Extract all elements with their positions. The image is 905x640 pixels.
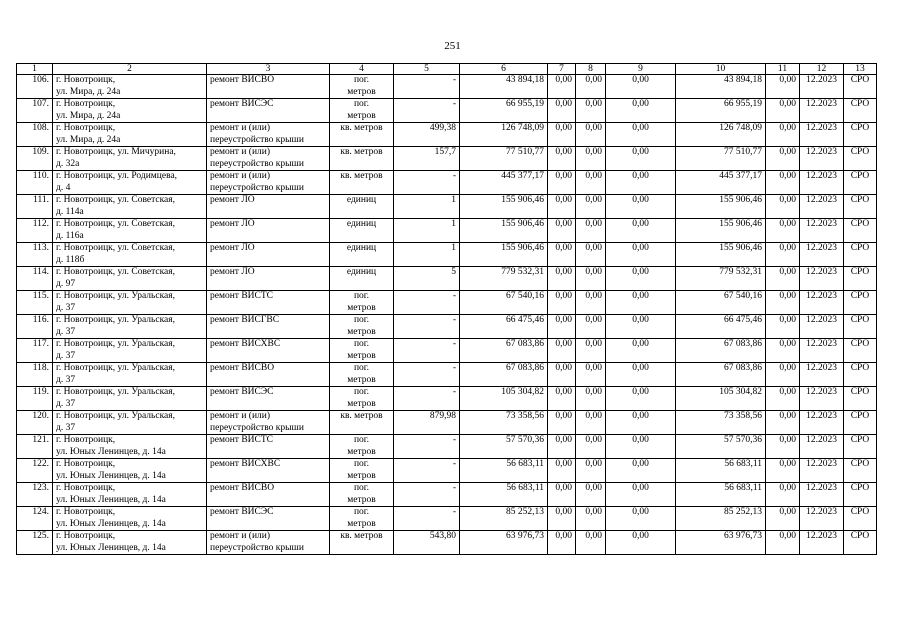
col8-cell: 0,00 — [576, 411, 606, 435]
unit-cell: пог. метров — [330, 387, 394, 411]
row-number: 112. — [17, 219, 53, 243]
address-cell: г. Новотроицк, ул. Юных Ленинцев, д. 14а — [53, 459, 207, 483]
address-cell: г. Новотроицк, ул. Уральская, д. 37 — [53, 363, 207, 387]
quantity-cell: - — [394, 435, 460, 459]
total-cost-cell: 67 540,16 — [460, 291, 548, 315]
row-number: 119. — [17, 387, 53, 411]
col10-cell: 105 304,82 — [676, 387, 766, 411]
col7-cell: 0,00 — [548, 459, 576, 483]
col7-cell: 0,00 — [548, 363, 576, 387]
col8-cell: 0,00 — [576, 267, 606, 291]
col9-cell: 0,00 — [606, 387, 676, 411]
quantity-cell: - — [394, 459, 460, 483]
col11-cell: 0,00 — [766, 219, 800, 243]
quantity-cell: 543,80 — [394, 531, 460, 555]
col11-cell: 0,00 — [766, 171, 800, 195]
quantity-cell: - — [394, 507, 460, 531]
total-cost-cell: 73 358,56 — [460, 411, 548, 435]
quantity-cell: 879,98 — [394, 411, 460, 435]
table-row — [17, 531, 877, 555]
col8-cell: 0,00 — [576, 387, 606, 411]
col9-cell: 0,00 — [606, 459, 676, 483]
col10-cell: 67 083,86 — [676, 339, 766, 363]
col7-cell: 0,00 — [548, 531, 576, 555]
col9-cell: 0,00 — [606, 123, 676, 147]
col9-cell: 0,00 — [606, 243, 676, 267]
column-header-7: 7 — [548, 64, 576, 75]
unit-cell: пог. метров — [330, 99, 394, 123]
col9-cell: 0,00 — [606, 291, 676, 315]
total-cost-cell: 155 906,46 — [460, 243, 548, 267]
work-type-cell: ремонт и (или) переустройство крыши — [207, 123, 330, 147]
method-cell: СРО — [844, 459, 877, 483]
deadline-cell: 12.2023 — [800, 411, 844, 435]
unit-cell: пог. метров — [330, 363, 394, 387]
work-type-cell: ремонт ВИСХВС — [207, 459, 330, 483]
row-number: 116. — [17, 315, 53, 339]
work-type-cell: ремонт ВИСЭС — [207, 507, 330, 531]
column-header-11: 11 — [766, 64, 800, 75]
table-row — [17, 315, 877, 339]
quantity-cell: - — [394, 291, 460, 315]
deadline-cell: 12.2023 — [800, 243, 844, 267]
col10-cell: 63 976,73 — [676, 531, 766, 555]
total-cost-cell: 445 377,17 — [460, 171, 548, 195]
col8-cell: 0,00 — [576, 339, 606, 363]
col8-cell: 0,00 — [576, 219, 606, 243]
col8-cell: 0,00 — [576, 483, 606, 507]
col8-cell: 0,00 — [576, 315, 606, 339]
address-cell: г. Новотроицк, ул. Уральская, д. 37 — [53, 387, 207, 411]
col11-cell: 0,00 — [766, 315, 800, 339]
col10-cell: 126 748,09 — [676, 123, 766, 147]
row-number: 124. — [17, 507, 53, 531]
quantity-cell: - — [394, 99, 460, 123]
col8-cell: 0,00 — [576, 435, 606, 459]
quantity-cell: - — [394, 171, 460, 195]
col10-cell: 67 540,16 — [676, 291, 766, 315]
deadline-cell: 12.2023 — [800, 363, 844, 387]
col10-cell: 155 906,46 — [676, 195, 766, 219]
row-number: 109. — [17, 147, 53, 171]
col8-cell: 0,00 — [576, 459, 606, 483]
method-cell: СРО — [844, 483, 877, 507]
repair-plan-table — [16, 63, 877, 555]
deadline-cell: 12.2023 — [800, 219, 844, 243]
column-header-5: 5 — [394, 64, 460, 75]
deadline-cell: 12.2023 — [800, 291, 844, 315]
unit-cell: пог. метров — [330, 315, 394, 339]
address-cell: г. Новотроицк, ул. Юных Ленинцев, д. 14а — [53, 531, 207, 555]
method-cell: СРО — [844, 435, 877, 459]
deadline-cell: 12.2023 — [800, 531, 844, 555]
address-cell: г. Новотроицк, ул. Советская, д. 114а — [53, 195, 207, 219]
column-number-row — [17, 64, 877, 75]
method-cell: СРО — [844, 147, 877, 171]
work-type-cell: ремонт ВИСВО — [207, 363, 330, 387]
col11-cell: 0,00 — [766, 531, 800, 555]
col8-cell: 0,00 — [576, 171, 606, 195]
col11-cell: 0,00 — [766, 411, 800, 435]
deadline-cell: 12.2023 — [800, 339, 844, 363]
unit-cell: пог. метров — [330, 75, 394, 99]
row-number: 117. — [17, 339, 53, 363]
address-cell: г. Новотроицк, ул. Уральская, д. 37 — [53, 315, 207, 339]
row-number: 108. — [17, 123, 53, 147]
work-type-cell: ремонт ВИСЭС — [207, 99, 330, 123]
quantity-cell: - — [394, 483, 460, 507]
address-cell: г. Новотроицк, ул. Уральская, д. 37 — [53, 411, 207, 435]
col7-cell: 0,00 — [548, 195, 576, 219]
total-cost-cell: 779 532,31 — [460, 267, 548, 291]
column-header-12: 12 — [800, 64, 844, 75]
table-row — [17, 459, 877, 483]
col9-cell: 0,00 — [606, 507, 676, 531]
col7-cell: 0,00 — [548, 147, 576, 171]
table-row — [17, 171, 877, 195]
address-cell: г. Новотроицк, ул. Юных Ленинцев, д. 14а — [53, 483, 207, 507]
method-cell: СРО — [844, 219, 877, 243]
unit-cell: кв. метров — [330, 531, 394, 555]
total-cost-cell: 155 906,46 — [460, 219, 548, 243]
address-cell: г. Новотроицк, ул. Юных Ленинцев, д. 14а — [53, 435, 207, 459]
table-row — [17, 411, 877, 435]
table-row — [17, 75, 877, 99]
unit-cell: единиц — [330, 219, 394, 243]
col10-cell: 66 475,46 — [676, 315, 766, 339]
deadline-cell: 12.2023 — [800, 435, 844, 459]
col11-cell: 0,00 — [766, 435, 800, 459]
table-row — [17, 291, 877, 315]
quantity-cell: - — [394, 363, 460, 387]
address-cell: г. Новотроицк, ул. Уральская, д. 37 — [53, 339, 207, 363]
col9-cell: 0,00 — [606, 267, 676, 291]
work-type-cell: ремонт ВИСВО — [207, 75, 330, 99]
work-type-cell: ремонт ЛО — [207, 195, 330, 219]
deadline-cell: 12.2023 — [800, 267, 844, 291]
col9-cell: 0,00 — [606, 531, 676, 555]
unit-cell: пог. метров — [330, 483, 394, 507]
col8-cell: 0,00 — [576, 123, 606, 147]
quantity-cell: - — [394, 75, 460, 99]
col8-cell: 0,00 — [576, 531, 606, 555]
deadline-cell: 12.2023 — [800, 195, 844, 219]
address-cell: г. Новотроицк, ул. Советская, д. 97 — [53, 267, 207, 291]
col10-cell: 56 683,11 — [676, 483, 766, 507]
total-cost-cell: 67 083,86 — [460, 363, 548, 387]
work-type-cell: ремонт и (или) переустройство крыши — [207, 531, 330, 555]
table-row — [17, 339, 877, 363]
row-number: 120. — [17, 411, 53, 435]
total-cost-cell: 66 955,19 — [460, 99, 548, 123]
col10-cell: 85 252,13 — [676, 507, 766, 531]
column-header-2: 2 — [53, 64, 207, 75]
col8-cell: 0,00 — [576, 291, 606, 315]
col11-cell: 0,00 — [766, 387, 800, 411]
col8-cell: 0,00 — [576, 507, 606, 531]
unit-cell: кв. метров — [330, 123, 394, 147]
deadline-cell: 12.2023 — [800, 315, 844, 339]
method-cell: СРО — [844, 171, 877, 195]
col9-cell: 0,00 — [606, 219, 676, 243]
deadline-cell: 12.2023 — [800, 171, 844, 195]
address-cell: г. Новотроицк, ул. Советская, д. 116а — [53, 219, 207, 243]
total-cost-cell: 57 570,36 — [460, 435, 548, 459]
total-cost-cell: 77 510,77 — [460, 147, 548, 171]
deadline-cell: 12.2023 — [800, 507, 844, 531]
column-header-10: 10 — [676, 64, 766, 75]
table-row — [17, 147, 877, 171]
method-cell: СРО — [844, 411, 877, 435]
method-cell: СРО — [844, 339, 877, 363]
work-type-cell: ремонт ЛО — [207, 267, 330, 291]
total-cost-cell: 126 748,09 — [460, 123, 548, 147]
row-number: 106. — [17, 75, 53, 99]
unit-cell: единиц — [330, 243, 394, 267]
col10-cell: 56 683,11 — [676, 459, 766, 483]
table-row — [17, 483, 877, 507]
work-type-cell: ремонт ВИСГВС — [207, 315, 330, 339]
col7-cell: 0,00 — [548, 339, 576, 363]
col10-cell: 66 955,19 — [676, 99, 766, 123]
row-number: 113. — [17, 243, 53, 267]
row-number: 118. — [17, 363, 53, 387]
quantity-cell: 5 — [394, 267, 460, 291]
col10-cell: 43 894,18 — [676, 75, 766, 99]
col11-cell: 0,00 — [766, 459, 800, 483]
col8-cell: 0,00 — [576, 99, 606, 123]
total-cost-cell: 67 083,86 — [460, 339, 548, 363]
unit-cell: кв. метров — [330, 411, 394, 435]
col11-cell: 0,00 — [766, 147, 800, 171]
col7-cell: 0,00 — [548, 435, 576, 459]
quantity-cell: 1 — [394, 219, 460, 243]
col7-cell: 0,00 — [548, 483, 576, 507]
work-type-cell: ремонт и (или) переустройство крыши — [207, 171, 330, 195]
col10-cell: 445 377,17 — [676, 171, 766, 195]
col7-cell: 0,00 — [548, 507, 576, 531]
col11-cell: 0,00 — [766, 75, 800, 99]
table-row — [17, 243, 877, 267]
total-cost-cell: 85 252,13 — [460, 507, 548, 531]
method-cell: СРО — [844, 195, 877, 219]
quantity-cell: - — [394, 387, 460, 411]
address-cell: г. Новотроицк, ул. Родимцева, д. 4 — [53, 171, 207, 195]
col8-cell: 0,00 — [576, 363, 606, 387]
row-number: 115. — [17, 291, 53, 315]
col9-cell: 0,00 — [606, 339, 676, 363]
total-cost-cell: 63 976,73 — [460, 531, 548, 555]
col9-cell: 0,00 — [606, 75, 676, 99]
quantity-cell: 1 — [394, 195, 460, 219]
col7-cell: 0,00 — [548, 243, 576, 267]
unit-cell: пог. метров — [330, 339, 394, 363]
row-number: 111. — [17, 195, 53, 219]
total-cost-cell: 155 906,46 — [460, 195, 548, 219]
address-cell: г. Новотроицк, ул. Мира, д. 24а — [53, 99, 207, 123]
total-cost-cell: 43 894,18 — [460, 75, 548, 99]
method-cell: СРО — [844, 315, 877, 339]
method-cell: СРО — [844, 243, 877, 267]
table-row — [17, 507, 877, 531]
column-header-8: 8 — [576, 64, 606, 75]
deadline-cell: 12.2023 — [800, 75, 844, 99]
table-row — [17, 435, 877, 459]
total-cost-cell: 56 683,11 — [460, 483, 548, 507]
method-cell: СРО — [844, 123, 877, 147]
unit-cell: пог. метров — [330, 435, 394, 459]
deadline-cell: 12.2023 — [800, 387, 844, 411]
col9-cell: 0,00 — [606, 435, 676, 459]
row-number: 123. — [17, 483, 53, 507]
col10-cell: 779 532,31 — [676, 267, 766, 291]
work-type-cell: ремонт ВИСЭС — [207, 387, 330, 411]
method-cell: СРО — [844, 75, 877, 99]
col11-cell: 0,00 — [766, 123, 800, 147]
address-cell: г. Новотроицк, ул. Советская, д. 118б — [53, 243, 207, 267]
col9-cell: 0,00 — [606, 99, 676, 123]
total-cost-cell: 105 304,82 — [460, 387, 548, 411]
col7-cell: 0,00 — [548, 411, 576, 435]
col11-cell: 0,00 — [766, 339, 800, 363]
row-number: 121. — [17, 435, 53, 459]
total-cost-cell: 66 475,46 — [460, 315, 548, 339]
table-row — [17, 219, 877, 243]
work-type-cell: ремонт ВИСТС — [207, 435, 330, 459]
page-number: 251 — [444, 40, 461, 52]
col11-cell: 0,00 — [766, 291, 800, 315]
quantity-cell: 499,38 — [394, 123, 460, 147]
col7-cell: 0,00 — [548, 219, 576, 243]
address-cell: г. Новотроицк, ул. Мира, д. 24а — [53, 75, 207, 99]
row-number: 122. — [17, 459, 53, 483]
table-row — [17, 267, 877, 291]
quantity-cell: 1 — [394, 243, 460, 267]
row-number: 110. — [17, 171, 53, 195]
method-cell: СРО — [844, 267, 877, 291]
column-header-3: 3 — [207, 64, 330, 75]
col10-cell: 155 906,46 — [676, 243, 766, 267]
col7-cell: 0,00 — [548, 99, 576, 123]
unit-cell: кв. метров — [330, 171, 394, 195]
column-header-4: 4 — [330, 64, 394, 75]
quantity-cell: - — [394, 315, 460, 339]
method-cell: СРО — [844, 507, 877, 531]
col9-cell: 0,00 — [606, 171, 676, 195]
deadline-cell: 12.2023 — [800, 123, 844, 147]
col9-cell: 0,00 — [606, 315, 676, 339]
row-number: 114. — [17, 267, 53, 291]
address-cell: г. Новотроицк, ул. Мира, д. 24а — [53, 123, 207, 147]
method-cell: СРО — [844, 387, 877, 411]
col10-cell: 73 358,56 — [676, 411, 766, 435]
work-type-cell: ремонт ЛО — [207, 219, 330, 243]
col8-cell: 0,00 — [576, 243, 606, 267]
column-header-13: 13 — [844, 64, 877, 75]
unit-cell: единиц — [330, 267, 394, 291]
work-type-cell: ремонт ЛО — [207, 243, 330, 267]
col11-cell: 0,00 — [766, 195, 800, 219]
col7-cell: 0,00 — [548, 315, 576, 339]
deadline-cell: 12.2023 — [800, 99, 844, 123]
col9-cell: 0,00 — [606, 411, 676, 435]
method-cell: СРО — [844, 99, 877, 123]
table-body — [17, 75, 877, 555]
col9-cell: 0,00 — [606, 147, 676, 171]
unit-cell: пог. метров — [330, 291, 394, 315]
work-type-cell: ремонт ВИСТС — [207, 291, 330, 315]
deadline-cell: 12.2023 — [800, 459, 844, 483]
method-cell: СРО — [844, 531, 877, 555]
total-cost-cell: 56 683,11 — [460, 459, 548, 483]
unit-cell: пог. метров — [330, 459, 394, 483]
column-header-6: 6 — [460, 64, 548, 75]
method-cell: СРО — [844, 291, 877, 315]
col8-cell: 0,00 — [576, 75, 606, 99]
quantity-cell: - — [394, 339, 460, 363]
row-number: 125. — [17, 531, 53, 555]
col10-cell: 155 906,46 — [676, 219, 766, 243]
col7-cell: 0,00 — [548, 75, 576, 99]
quantity-cell: 157,7 — [394, 147, 460, 171]
address-cell: г. Новотроицк, ул. Юных Ленинцев, д. 14а — [53, 507, 207, 531]
col11-cell: 0,00 — [766, 267, 800, 291]
col11-cell: 0,00 — [766, 243, 800, 267]
work-type-cell: ремонт и (или) переустройство крыши — [207, 147, 330, 171]
unit-cell: кв. метров — [330, 147, 394, 171]
col7-cell: 0,00 — [548, 171, 576, 195]
col11-cell: 0,00 — [766, 483, 800, 507]
col11-cell: 0,00 — [766, 507, 800, 531]
col9-cell: 0,00 — [606, 363, 676, 387]
table-row — [17, 195, 877, 219]
work-type-cell: ремонт ВИСВО — [207, 483, 330, 507]
column-header-9: 9 — [606, 64, 676, 75]
work-type-cell: ремонт и (или) переустройство крыши — [207, 411, 330, 435]
col7-cell: 0,00 — [548, 267, 576, 291]
method-cell: СРО — [844, 363, 877, 387]
table-row — [17, 387, 877, 411]
deadline-cell: 12.2023 — [800, 483, 844, 507]
address-cell: г. Новотроицк, ул. Уральская, д. 37 — [53, 291, 207, 315]
table-row — [17, 363, 877, 387]
col11-cell: 0,00 — [766, 363, 800, 387]
col7-cell: 0,00 — [548, 291, 576, 315]
col7-cell: 0,00 — [548, 123, 576, 147]
address-cell: г. Новотроицк, ул. Мичурина, д. 32а — [53, 147, 207, 171]
col7-cell: 0,00 — [548, 387, 576, 411]
unit-cell: единиц — [330, 195, 394, 219]
col10-cell: 57 570,36 — [676, 435, 766, 459]
col9-cell: 0,00 — [606, 483, 676, 507]
unit-cell: пог. метров — [330, 507, 394, 531]
col11-cell: 0,00 — [766, 99, 800, 123]
col8-cell: 0,00 — [576, 195, 606, 219]
column-header-1: 1 — [17, 64, 53, 75]
row-number: 107. — [17, 99, 53, 123]
deadline-cell: 12.2023 — [800, 147, 844, 171]
col10-cell: 77 510,77 — [676, 147, 766, 171]
col8-cell: 0,00 — [576, 147, 606, 171]
col9-cell: 0,00 — [606, 195, 676, 219]
table-row — [17, 99, 877, 123]
table-row — [17, 123, 877, 147]
col10-cell: 67 083,86 — [676, 363, 766, 387]
work-type-cell: ремонт ВИСХВС — [207, 339, 330, 363]
